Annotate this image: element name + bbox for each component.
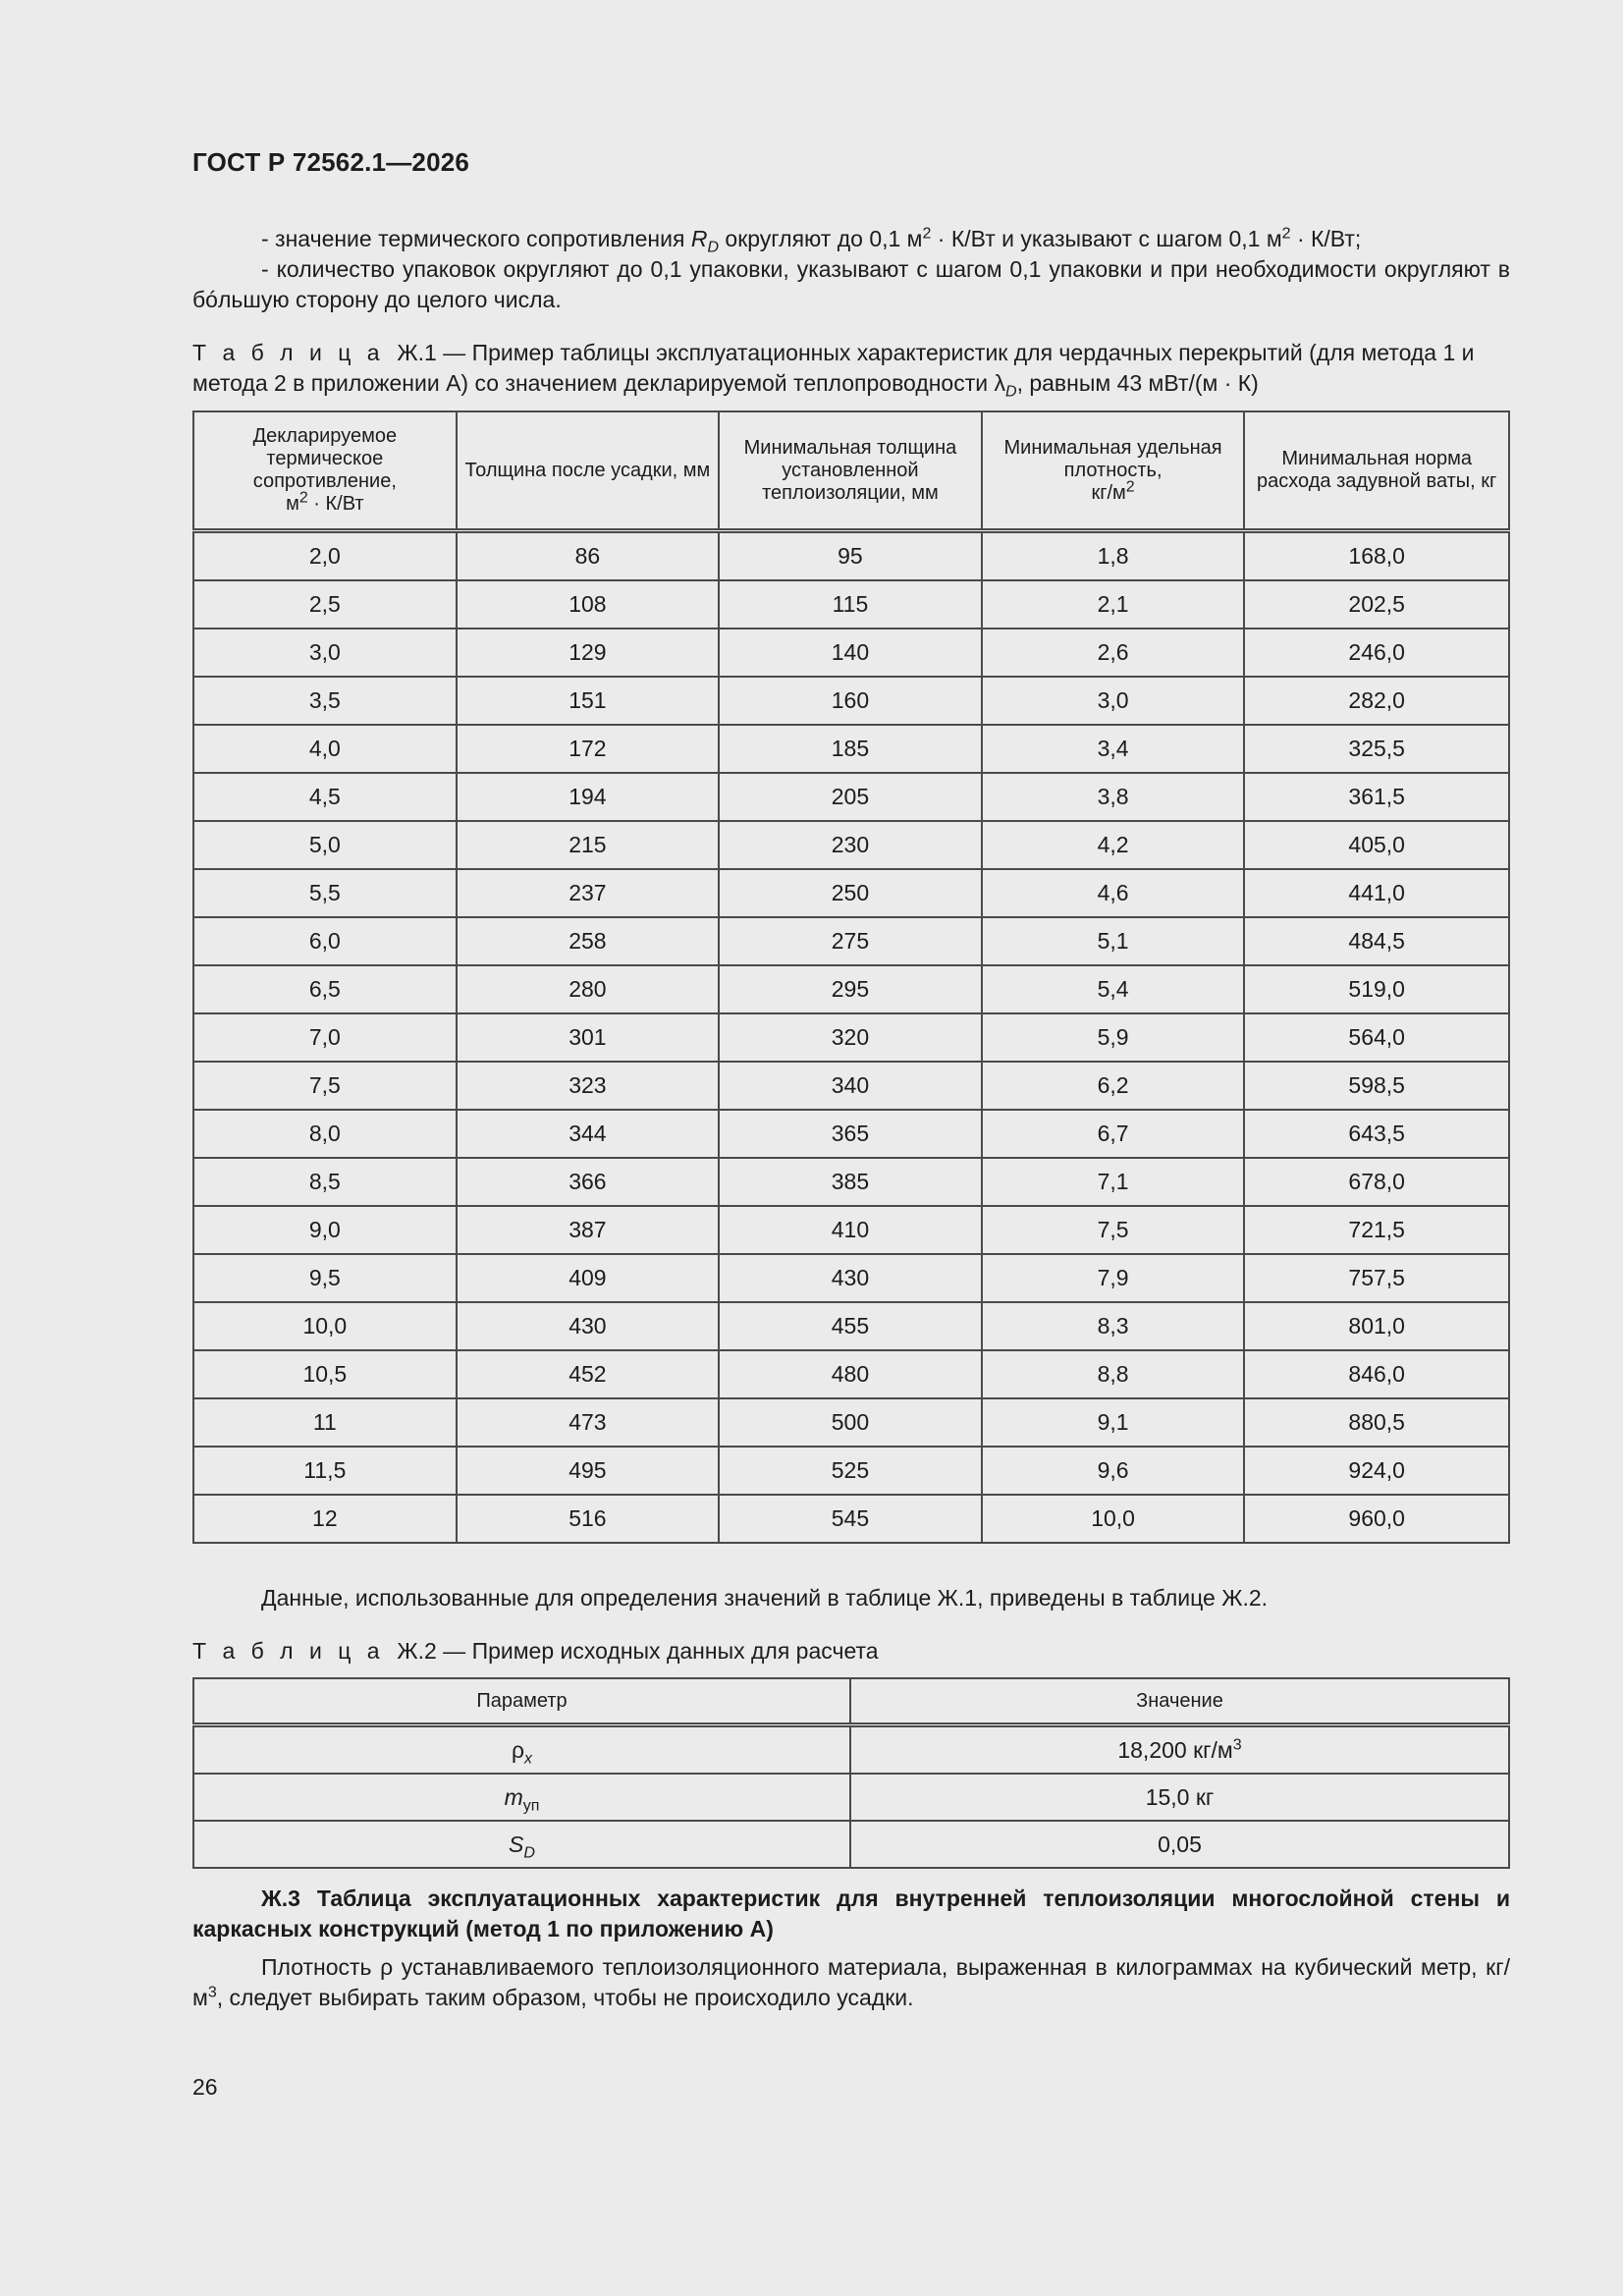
table-cell: 8,0	[193, 1110, 457, 1158]
table-cell: 3,5	[193, 677, 457, 725]
intro-line-2	[192, 254, 1510, 315]
table-cell: 4,0	[193, 725, 457, 773]
table-cell: 246,0	[1244, 629, 1509, 677]
table-cell: 5,0	[193, 821, 457, 869]
table-cell: 194	[457, 773, 719, 821]
table-cell: 721,5	[1244, 1206, 1509, 1254]
table-cell: 282,0	[1244, 677, 1509, 725]
table-cell: 95	[719, 531, 982, 581]
table-cell: 5,9	[982, 1013, 1245, 1062]
table-cell: 108	[457, 580, 719, 629]
table-row	[193, 773, 1509, 821]
table-cell: 7,5	[193, 1062, 457, 1110]
table-cell: 86	[457, 531, 719, 581]
table-cell: 5,1	[982, 917, 1245, 965]
table-cell: 205	[719, 773, 982, 821]
table-1-body	[193, 531, 1509, 1544]
column-header	[1244, 411, 1509, 531]
header-text: Минимальная норма расхода задувной ваты, кг	[1257, 448, 1497, 492]
paragraph-text: Плотность ρ устанавливаемого теплоизоляционного материала, выраженная в килограммах на кубический метр, кг/м	[192, 1954, 1510, 2010]
table-row	[193, 1110, 1509, 1158]
table-cell: 2,6	[982, 629, 1245, 677]
table-row	[193, 1302, 1509, 1350]
intro-text: - значение термического сопротивления	[261, 226, 691, 251]
table-cell: 525	[719, 1447, 982, 1495]
table-cell: 516	[457, 1495, 719, 1543]
table-cell: 8,5	[193, 1158, 457, 1206]
table-row	[193, 1398, 1509, 1447]
table-cell: 6,2	[982, 1062, 1245, 1110]
table-cell: 4,5	[193, 773, 457, 821]
table-row	[193, 1062, 1509, 1110]
table-cell: 8,3	[982, 1302, 1245, 1350]
table-row	[193, 1206, 1509, 1254]
table-cell: 2,1	[982, 580, 1245, 629]
column-header	[982, 411, 1245, 531]
table-cell: 12	[193, 1495, 457, 1543]
parameter-cell	[193, 1725, 850, 1775]
value-text: 18,200 кг/м	[1117, 1736, 1233, 1763]
table-cell: 405,0	[1244, 821, 1509, 869]
intro-text: - количество упаковок округляют до 0,1 упаковки, указывают с шагом 0,1 упаковки и при необходимости округляют в бóльшую сторону до целого числа.	[192, 256, 1510, 312]
section-paragraph	[192, 1952, 1510, 2013]
table-cell: 846,0	[1244, 1350, 1509, 1398]
table-cell: 215	[457, 821, 719, 869]
table-2	[192, 1677, 1510, 1869]
table-cell: 500	[719, 1398, 982, 1447]
value-text: 0,05	[1158, 1831, 1202, 1857]
table-cell: 2,5	[193, 580, 457, 629]
table-label: Т а б л и ц а	[192, 1638, 385, 1664]
table-row	[193, 1821, 1509, 1868]
table-cell: 1,8	[982, 531, 1245, 581]
intro-text: · К/Вт;	[1290, 226, 1362, 251]
superscript: 3	[1232, 1735, 1242, 1753]
column-header	[193, 411, 457, 531]
between-text	[192, 1583, 1510, 1613]
column-header: Параметр	[193, 1678, 850, 1725]
table-cell: 387	[457, 1206, 719, 1254]
table-cell: 455	[719, 1302, 982, 1350]
table-cell: 385	[719, 1158, 982, 1206]
table-cell: 480	[719, 1350, 982, 1398]
table-cell: 4,2	[982, 821, 1245, 869]
symbol-sub: уп	[522, 1797, 540, 1815]
table-cell: 8,8	[982, 1350, 1245, 1398]
table-cell: 519,0	[1244, 965, 1509, 1013]
page-number: 26	[192, 2074, 218, 2100]
table-cell: 473	[457, 1398, 719, 1447]
table-cell: 3,0	[982, 677, 1245, 725]
table-cell: 409	[457, 1254, 719, 1302]
table-cell: 237	[457, 869, 719, 917]
table-cell: 9,0	[193, 1206, 457, 1254]
table-cell: 172	[457, 725, 719, 773]
intro-text: округляют до 0,1 м	[719, 226, 923, 251]
table-cell: 924,0	[1244, 1447, 1509, 1495]
table-cell: 320	[719, 1013, 982, 1062]
table-row	[193, 821, 1509, 869]
table-row	[193, 1013, 1509, 1062]
symbol-sub: D	[1005, 383, 1017, 401]
table-cell: 295	[719, 965, 982, 1013]
table-row	[193, 869, 1509, 917]
table-cell: 7,1	[982, 1158, 1245, 1206]
superscript: 2	[1281, 225, 1291, 243]
table-cell: 6,5	[193, 965, 457, 1013]
table-row	[193, 1447, 1509, 1495]
table-cell: 3,8	[982, 773, 1245, 821]
caption-text: Ж.2 — Пример исходных данных для расчета	[397, 1638, 879, 1664]
table-cell: 160	[719, 677, 982, 725]
table-cell: 4,6	[982, 869, 1245, 917]
header-text: Толщина после усадки, мм	[464, 459, 711, 481]
superscript: 2	[298, 489, 308, 507]
table1-caption	[192, 338, 1510, 399]
table-cell: 301	[457, 1013, 719, 1062]
table-cell: 452	[457, 1350, 719, 1398]
table-cell: 484,5	[1244, 917, 1509, 965]
table-row	[193, 965, 1509, 1013]
document-code: ГОСТ Р 72562.1—2026	[192, 147, 470, 177]
table-row	[193, 1774, 1509, 1821]
table-cell: 9,6	[982, 1447, 1245, 1495]
table-cell: 325,5	[1244, 725, 1509, 773]
table-cell: 643,5	[1244, 1110, 1509, 1158]
table-cell: 880,5	[1244, 1398, 1509, 1447]
header-text: Минимальная толщина установленной теплоизоляции, мм	[743, 436, 957, 504]
column-header	[719, 411, 982, 531]
symbol-sub: D	[707, 239, 720, 256]
table-cell: 258	[457, 917, 719, 965]
heading-text: Ж.3 Таблица эксплуатационных характеристик для внутренней теплоизоляции многослойной стены и каркасных конструкций (метод 1 по приложению А)	[192, 1886, 1510, 1941]
table-cell: 323	[457, 1062, 719, 1110]
header-text: Декларируемое термическое сопротивление,	[252, 425, 398, 492]
table-cell: 230	[719, 821, 982, 869]
table-cell: 151	[457, 677, 719, 725]
table-cell: 7,5	[982, 1206, 1245, 1254]
table-header-row	[193, 411, 1509, 531]
table-row	[193, 629, 1509, 677]
table-cell: 140	[719, 629, 982, 677]
caption-text: Ж.1 — Пример таблицы эксплуатационных характеристик для чердачных перекрытий (для метода 1 и метода 2 в приложении А) со значением декларируемой теплопроводности λ	[192, 340, 1475, 396]
table-cell: 545	[719, 1495, 982, 1543]
table-cell: 11,5	[193, 1447, 457, 1495]
table-cell: 7,9	[982, 1254, 1245, 1302]
paragraph-text: Данные, использованные для определения значений в таблице Ж.1, приведены в таблице Ж.2.	[261, 1585, 1269, 1611]
value-text: 15,0 кг	[1145, 1783, 1215, 1810]
table-cell: 344	[457, 1110, 719, 1158]
table-cell: 9,5	[193, 1254, 457, 1302]
table2-caption	[192, 1636, 1510, 1667]
table-row	[193, 1254, 1509, 1302]
table-row	[193, 677, 1509, 725]
table-cell: 3,0	[193, 629, 457, 677]
table-cell: 2,0	[193, 531, 457, 581]
parameter-cell	[193, 1774, 850, 1821]
table-cell: 430	[719, 1254, 982, 1302]
symbol: ρ	[511, 1736, 525, 1763]
table-cell: 202,5	[1244, 580, 1509, 629]
column-header: Значение	[850, 1678, 1509, 1725]
symbol-r: R	[690, 226, 708, 251]
table-cell: 10,0	[982, 1495, 1245, 1543]
table-cell: 495	[457, 1447, 719, 1495]
table-cell: 6,7	[982, 1110, 1245, 1158]
table-row	[193, 725, 1509, 773]
intro-line-1	[192, 224, 1510, 254]
table-cell: 678,0	[1244, 1158, 1509, 1206]
table-1	[192, 410, 1510, 1544]
table-cell: 250	[719, 869, 982, 917]
table-cell: 6,0	[193, 917, 457, 965]
symbol-sub: x	[524, 1750, 533, 1768]
table-cell: 129	[457, 629, 719, 677]
table-cell: 441,0	[1244, 869, 1509, 917]
caption-text: , равным 43 мВт/(м · К)	[1016, 370, 1259, 396]
table-cell: 960,0	[1244, 1495, 1509, 1543]
value-cell	[850, 1774, 1509, 1821]
table-cell: 410	[719, 1206, 982, 1254]
table-cell: 115	[719, 580, 982, 629]
superscript: 2	[1125, 477, 1135, 495]
superscript: 2	[922, 225, 932, 243]
table-cell: 10,5	[193, 1350, 457, 1398]
table-cell: 5,5	[193, 869, 457, 917]
table-cell: 10,0	[193, 1302, 457, 1350]
table-row	[193, 917, 1509, 965]
table-cell: 168,0	[1244, 531, 1509, 581]
header-text: Минимальная удельная плотность,	[1003, 436, 1222, 481]
symbol: m	[504, 1783, 523, 1810]
table-row	[193, 1725, 1509, 1775]
table-cell: 361,5	[1244, 773, 1509, 821]
value-cell	[850, 1821, 1509, 1868]
superscript: 3	[207, 1984, 217, 2001]
table-cell: 365	[719, 1110, 982, 1158]
parameter-cell	[193, 1821, 850, 1868]
table-cell: 3,4	[982, 725, 1245, 773]
paragraph-text: , следует выбирать таким образом, чтобы не происходило усадки.	[216, 1985, 914, 2010]
table-cell: 598,5	[1244, 1062, 1509, 1110]
table-cell: 9,1	[982, 1398, 1245, 1447]
table-cell: 185	[719, 725, 982, 773]
table-row	[193, 1495, 1509, 1543]
table-cell: 11	[193, 1398, 457, 1447]
symbol: S	[509, 1831, 524, 1857]
column-header	[457, 411, 719, 531]
table-cell: 280	[457, 965, 719, 1013]
table-cell: 430	[457, 1302, 719, 1350]
table-row	[193, 531, 1509, 581]
table-cell: 7,0	[193, 1013, 457, 1062]
header-unit: м	[286, 493, 299, 515]
symbol-sub: D	[523, 1844, 535, 1862]
table-row	[193, 1158, 1509, 1206]
table-cell: 801,0	[1244, 1302, 1509, 1350]
table-row	[193, 580, 1509, 629]
table-cell: 757,5	[1244, 1254, 1509, 1302]
table-cell: 366	[457, 1158, 719, 1206]
table-header-row	[193, 1678, 1509, 1725]
table-label: Т а б л и ц а	[192, 340, 385, 365]
table-cell: 564,0	[1244, 1013, 1509, 1062]
intro-text: · К/Вт и указывают с шагом 0,1 м	[931, 226, 1282, 251]
header-unit: кг/м	[1091, 481, 1126, 504]
table-cell: 340	[719, 1062, 982, 1110]
table-row	[193, 1350, 1509, 1398]
section-heading	[192, 1884, 1510, 1944]
table-cell: 5,4	[982, 965, 1245, 1013]
value-cell	[850, 1725, 1509, 1775]
header-unit: · К/Вт	[307, 493, 364, 515]
table-cell: 275	[719, 917, 982, 965]
